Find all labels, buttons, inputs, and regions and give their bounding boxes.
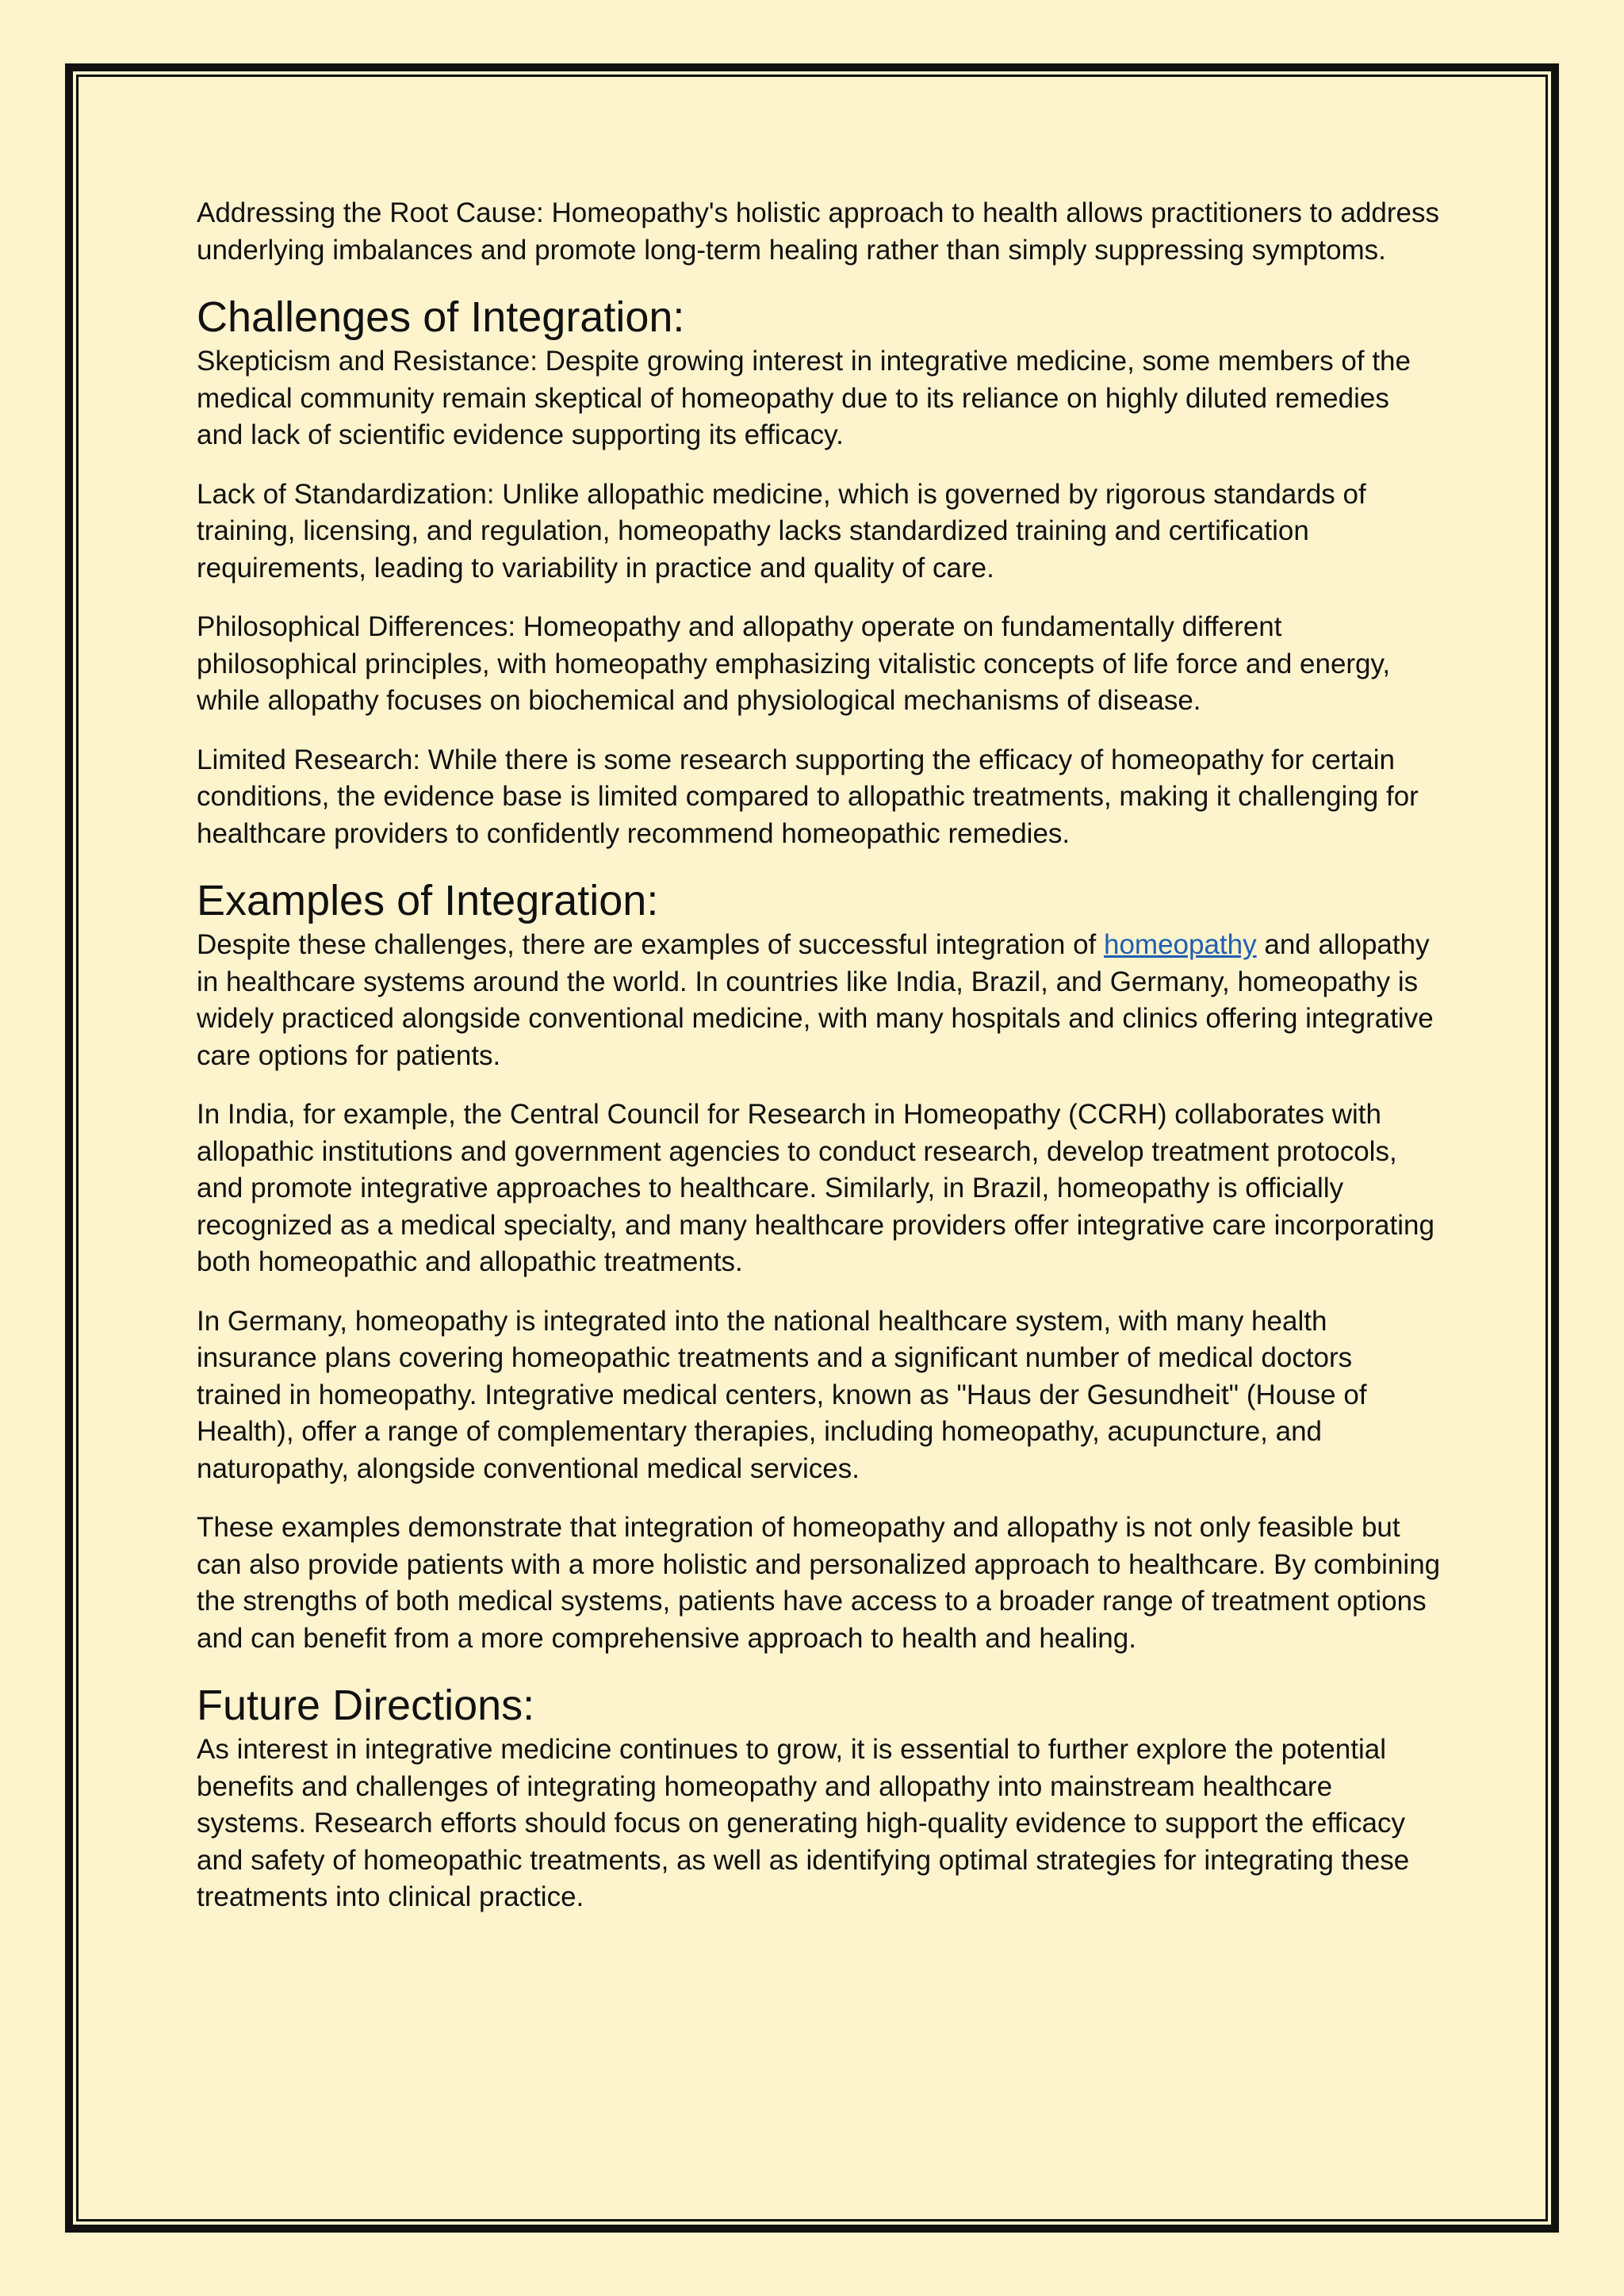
heading-challenges: Challenges of Integration: xyxy=(197,293,685,341)
heading-examples: Examples of Integration: xyxy=(197,877,659,924)
paragraph-philosophical: Philosophical Differences: Homeopathy and allopathy operate on fundamentally different philosophical principles, with homeopathy emphasizing vitalistic concepts of life force and energy, while allopathy focuses on biochemical and physiological mechanisms of disease. xyxy=(197,611,1391,716)
homeopathy-link[interactable]: homeopathy xyxy=(1103,929,1257,960)
heading-future-directions: Future Directions: xyxy=(197,1682,535,1729)
examples-intro-text-before: Despite these challenges, there are examples of successful integration of xyxy=(197,929,1104,960)
paragraph-examples-intro xyxy=(197,927,1442,1074)
intro-paragraph: Addressing the Root Cause: Homeopathy's holistic approach to health allows practitioners to address underlying imbalances and promote long-term healing rather than simply suppressing symptoms. xyxy=(197,197,1439,266)
paragraph-future-directions: As interest in integrative medicine continues to grow, it is essential to further explore the potential benefits and challenges of integrating homeopathy and allopathy into mainstream healthcare systems. Research efforts should focus on generating high-quality evidence to support the efficacy and safety of homeopathic treatments, as well as identifying optimal strategies for integrating these treatments into clinical practice. xyxy=(197,1734,1410,1912)
paragraph-examples-conclusion: These examples demonstrate that integration of homeopathy and allopathy is not only feasible but can also provide patients with a more holistic and personalized approach to healthcare. By combining the strengths of both medical systems, patients have access to a broader range of treatment options and can benefit from a more comprehensive approach to health and healing. xyxy=(197,1512,1441,1654)
paragraph-skepticism: Skepticism and Resistance: Despite growing interest in integrative medicine, some members of the medical community remain skeptical of homeopathy due to its reliance on highly diluted remedies and lack of scientific evidence supporting its efficacy. xyxy=(197,346,1411,450)
examples-intro-text-after: and allopathy in healthcare systems around the world. In countries like India, Brazil, and Germany, homeopathy is widely practiced alongside conventional medicine, with many hospitals and clinics offering integrative care options for patients. xyxy=(197,929,1434,1071)
paragraph-india-brazil: In India, for example, the Central Council for Research in Homeopathy (CCRH) collaborates with allopathic institutions and government agencies to conduct research, develop treatment protocols, and promote integrative approaches to healthcare. Similarly, in Brazil, homeopathy is officially recognized as a medical specialty, and many healthcare providers offer integrative care incorporating both homeopathic and allopathic treatments. xyxy=(197,1099,1434,1277)
paragraph-germany: In Germany, homeopathy is integrated into the national healthcare system, with many health insurance plans covering homeopathic treatments and a significant number of medical doctors trained in homeopathy. Integrative medical centers, known as "Haus der Gesundheit" (House of Health), offer a range of complementary therapies, including homeopathy, acupuncture, and naturopathy, alongside conventional medical services. xyxy=(197,1305,1367,1484)
paragraph-standardization: Lack of Standardization: Unlike allopathic medicine, which is governed by rigorous standards of training, licensing, and regulation, homeopathy lacks standardized training and certification requirements, leading to variability in practice and quality of care. xyxy=(197,478,1366,584)
document-body xyxy=(197,195,1442,1938)
paragraph-limited-research: Limited Research: While there is some research supporting the efficacy of homeopathy for certain conditions, the evidence base is limited compared to allopathic treatments, making it challenging for healthcare providers to confidently recommend homeopathic remedies. xyxy=(197,744,1419,849)
